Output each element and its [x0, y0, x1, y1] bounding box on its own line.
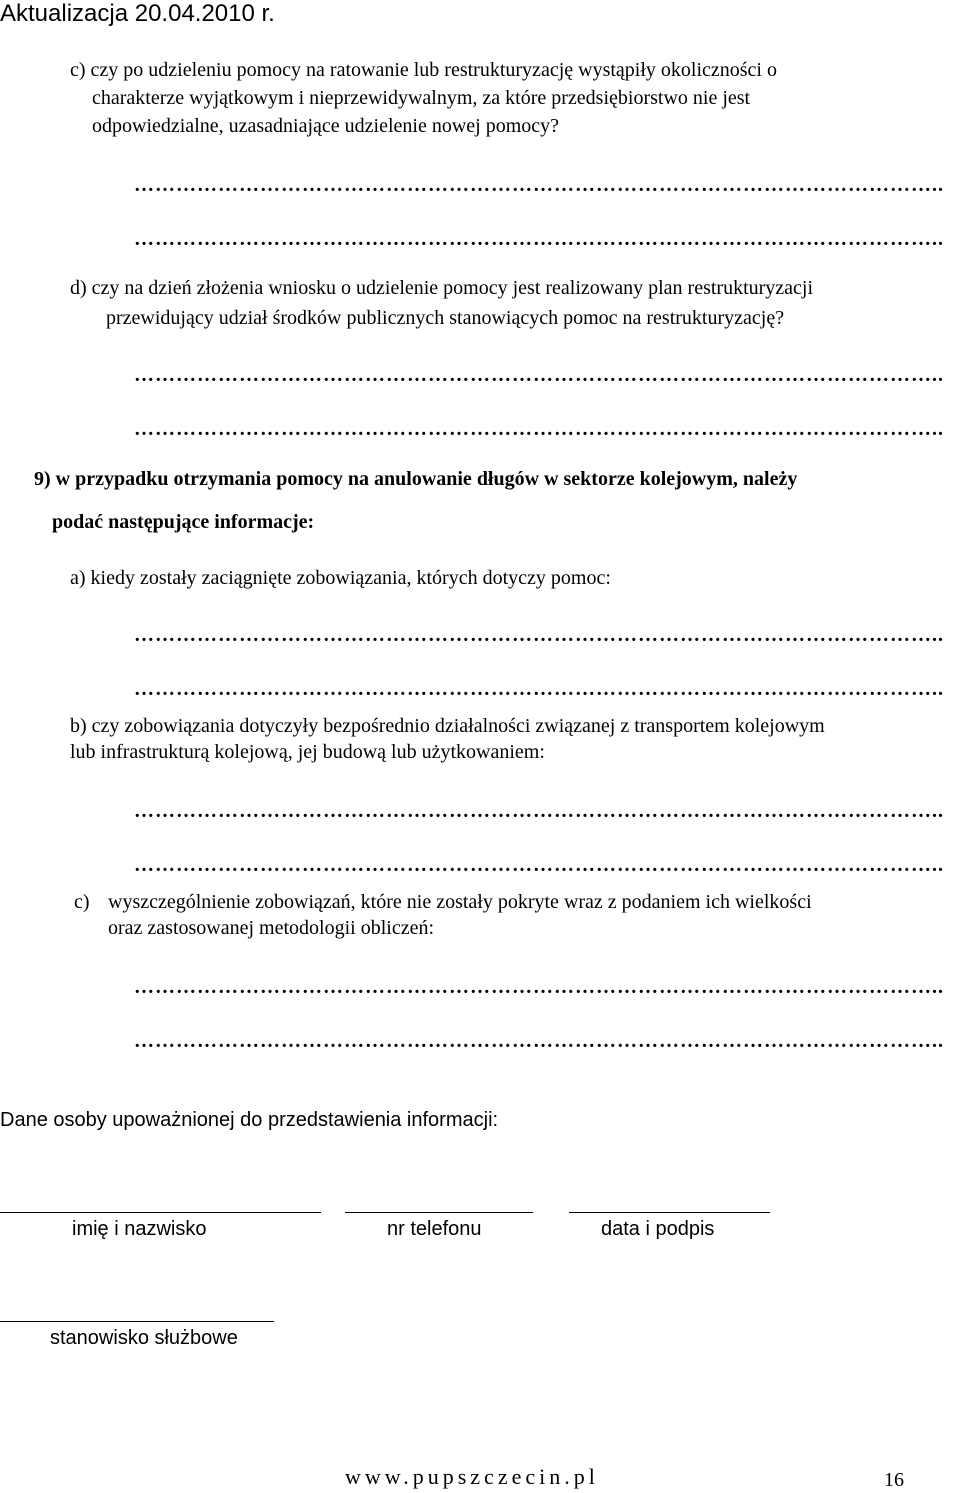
question-d-prev-line1: d) czy na dzień złożenia wniosku o udzielenie pomocy jest realizowany plan restrukturyzacji: [70, 277, 814, 299]
section-9-heading-line1: 9) w przypadku otrzymania pomocy na anulowanie długów w sektorze kolejowym, należy: [34, 468, 798, 490]
name-label: imię i nazwisko: [72, 1218, 207, 1240]
position-signature-line[interactable]: [0, 1321, 274, 1322]
phone-signature-line[interactable]: [345, 1212, 533, 1213]
answer-line[interactable]: ……………………………………………………………………………………………………..: [134, 1030, 944, 1052]
answer-line[interactable]: ……………………………………………………………………………………………………..: [134, 364, 944, 386]
name-signature-line[interactable]: [0, 1212, 321, 1213]
question-c-prev-line1: c) czy po udzieleniu pomocy na ratowanie lub restrukturyzację wystąpiły okoliczności o: [70, 59, 777, 81]
answer-line[interactable]: ……………………………………………………………………………………………………..: [134, 624, 944, 646]
section-9-heading-line2: podać następujące informacje:: [52, 511, 315, 533]
question-d-prev-line2: przewidujący udział środków publicznych stanowiących pomoc na restrukturyzację?: [106, 307, 785, 329]
question-c-line2: oraz zastosowanej metodologii obliczeń:: [108, 917, 435, 939]
answer-line[interactable]: ……………………………………………………………………………………………………..: [134, 418, 944, 440]
signature-heading: Dane osoby upoważnionej do przedstawienia informacji:: [0, 1109, 499, 1131]
page-number: 16: [884, 1469, 904, 1491]
document-header: Aktualizacja 20.04.2010 r.: [0, 0, 275, 27]
answer-line[interactable]: ……………………………………………………………………………………………………..: [134, 976, 944, 998]
question-c-prev-line3: odpowiedzialne, uzasadniające udzielenie nowej pomocy?: [92, 115, 560, 137]
answer-line[interactable]: ……………………………………………………………………………………………………..: [134, 228, 944, 250]
answer-line[interactable]: ……………………………………………………………………………………………………..: [134, 174, 944, 196]
question-c-marker: c): [74, 891, 90, 913]
question-b-line2: lub infrastrukturą kolejową, jej budową lub użytkowaniem:: [70, 741, 545, 763]
answer-line[interactable]: ……………………………………………………………………………………………………..: [134, 800, 944, 822]
answer-line[interactable]: ……………………………………………………………………………………………………..: [134, 854, 944, 876]
question-c-prev-line2: charakterze wyjątkowym i nieprzewidywalnym, za które przedsiębiorstwo nie jest: [92, 87, 751, 109]
answer-line[interactable]: ……………………………………………………………………………………………………..: [134, 678, 944, 700]
position-label: stanowisko służbowe: [50, 1327, 238, 1349]
footer-url: www.pupszczecin.pl: [345, 1464, 599, 1489]
question-a-line1: a) kiedy zostały zaciągnięte zobowiązania, których dotyczy pomoc:: [70, 567, 611, 589]
question-c-line1: wyszczególnienie zobowiązań, które nie zostały pokryte wraz z podaniem ich wielkości: [108, 891, 812, 913]
phone-label: nr telefonu: [387, 1218, 482, 1240]
date-signature-label: data i podpis: [601, 1218, 715, 1240]
question-b-line1: b) czy zobowiązania dotyczyły bezpośrednio działalności związanej z transportem kolejowym: [70, 715, 825, 737]
date-signature-line[interactable]: [569, 1212, 770, 1213]
